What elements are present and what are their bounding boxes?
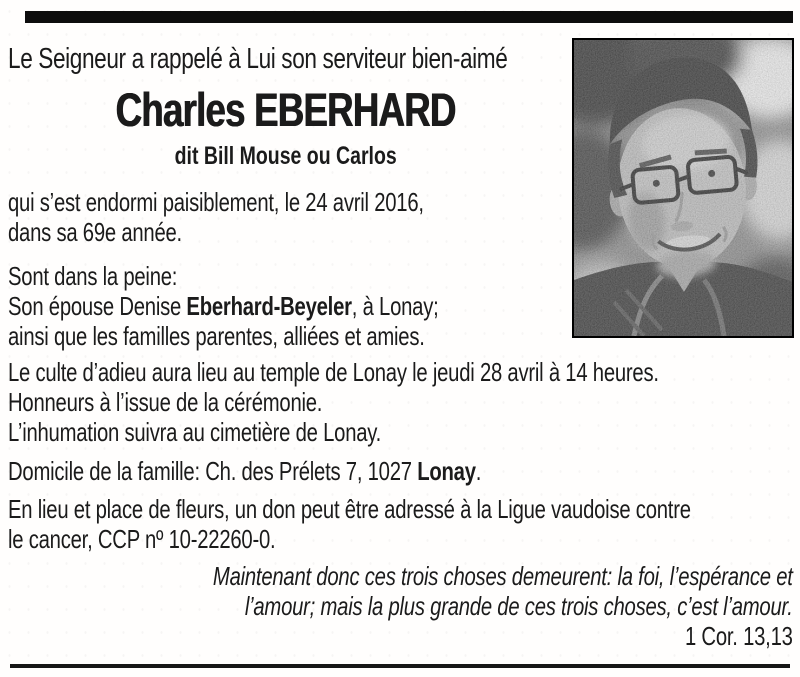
spouse-prefix: Son épouse Denise [8,291,187,321]
service-line-3: L’inhumation suivra au cimetière de Lonay. [8,417,382,447]
death-line-1: qui s’est endormi paisiblement, le 24 avril 2016, [8,187,424,217]
death-paragraph [8,187,793,247]
spouse-suffix: , à Lonay; [351,291,439,321]
mourning-paragraph [8,261,793,351]
address-suffix: . [475,456,482,486]
donation-paragraph [8,494,793,554]
service-paragraph [8,357,793,447]
top-rule [25,11,793,23]
verse-block [8,561,793,651]
address-line [8,456,793,486]
bottom-rule [10,664,790,668]
death-line-2: dans sa 69e année. [8,217,182,247]
address-locality-bold: Lonay [417,456,476,486]
notice-text [8,36,793,651]
intro-line: Le Seigneur a rappelé à Lui son serviteur bien-aimé [8,43,508,75]
address-prefix: Domicile de la famille: Ch. des Prélets 7, 1027 [8,456,418,486]
alias-line: dit Bill Mouse ou Carlos [174,142,397,170]
verse-line-1: Maintenant donc ces trois choses demeurent: la foi, l’espérance et [212,561,793,591]
spouse-name-bold: Eberhard-Beyeler [186,291,352,321]
spouse-line [8,291,793,321]
address-paragraph [8,456,793,486]
mourning-heading: Sont dans la peine: [8,261,178,291]
donation-line-2: le cancer, CCP nº 10-22260-0. [8,524,276,554]
families-line: ainsi que les familles parentes, alliées et amies. [8,321,425,351]
donation-line-1: En lieu et place de fleurs, un don peut être adressé à la Ligue vaudoise contre [8,494,691,524]
service-line-1: Le culte d’adieu aura lieu au temple de Lonay le jeudi 28 avril à 14 heures. [8,357,659,387]
service-line-2: Honneurs à l’issue de la cérémonie. [8,387,323,417]
verse-line-2: l’amour; mais la plus grande de ces trois choses, c’est l’amour. [244,591,793,621]
verse-reference: 1 Cor. 13,13 [684,621,793,651]
deceased-name: Charles EBERHARD [115,83,456,136]
